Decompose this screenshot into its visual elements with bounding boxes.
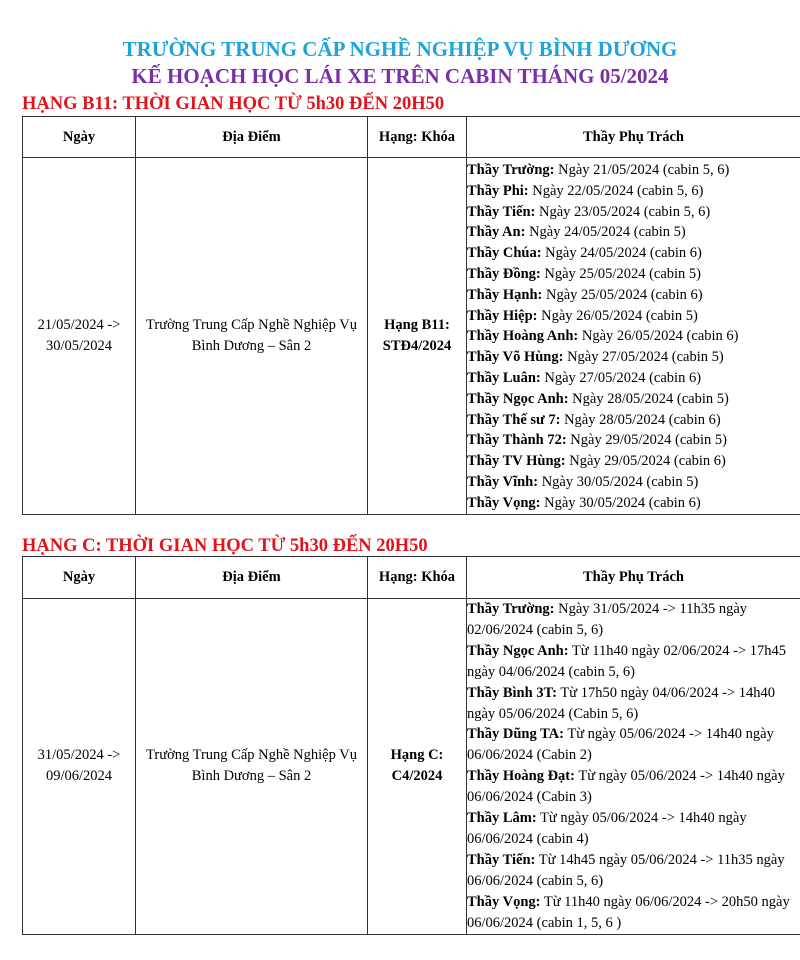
place-cell: Trường Trung Cấp Nghề Nghiệp Vụ Bình Dương – Sân 2	[136, 599, 368, 935]
teacher-entry	[467, 850, 800, 892]
teacher-name: Thầy Thế sư 7:	[467, 411, 561, 428]
teacher-schedule: Từ 11h40 ngày 06/06/2024 -> 20h50 ngày 06/06/2024 (cabin 1, 5, 6 )	[467, 893, 790, 931]
header-place: Địa Điểm	[136, 117, 368, 158]
teacher-schedule: Ngày 28/05/2024 (cabin 5)	[568, 390, 729, 407]
teachers-cell	[467, 599, 800, 935]
teacher-name: Thầy Hoàng Đạt:	[467, 768, 575, 785]
course-cell: Hạng C: C4/2024	[368, 599, 467, 935]
teacher-entry	[467, 326, 800, 347]
header-place: Địa Điểm	[136, 557, 368, 599]
teacher-name: Thầy Chúa:	[467, 245, 542, 262]
section-b11-title: HẠNG B11: THỜI GIAN HỌC TỪ 5h30 ĐẾN 20H50	[22, 94, 445, 114]
table-row	[23, 158, 800, 515]
teacher-name: Thầy Ngọc Anh:	[467, 390, 569, 407]
teacher-name: Thầy Vọng:	[467, 893, 541, 910]
teacher-name: Thầy Ngọc Anh:	[467, 642, 569, 659]
teacher-name: Thầy Hiệp:	[467, 307, 538, 324]
teacher-schedule: Ngày 31/05/2024 -> 11h35 ngày 02/06/2024 (cabin 5, 6)	[467, 601, 748, 638]
teacher-name: Thầy Trường:	[467, 162, 555, 178]
teacher-schedule: Từ 17h50 ngày 04/06/2024 -> 14h40 ngày 05/06/2024 (Cabin 5, 6)	[467, 684, 775, 722]
header-date: Ngày	[23, 117, 136, 158]
teacher-schedule: Ngày 29/05/2024 (cabin 6)	[565, 453, 726, 470]
teacher-entry	[467, 641, 800, 683]
teacher-entry	[467, 892, 800, 934]
teacher-schedule: Ngày 27/05/2024 (cabin 6)	[540, 369, 702, 386]
teacher-schedule: Ngày 27/05/2024 (cabin 5)	[563, 349, 724, 366]
teacher-name: Thầy Dũng TA:	[467, 726, 564, 743]
teacher-schedule: Ngày 23/05/2024 (cabin 5, 6)	[535, 203, 711, 220]
place-cell: Trường Trung Cấp Nghề Nghiệp Vụ Bình Dương – Sân 2	[136, 158, 368, 515]
teacher-schedule: Ngày 25/05/2024 (cabin 5)	[540, 265, 702, 282]
teacher-name: Thầy Thành 72:	[467, 432, 567, 449]
teacher-name: Thầy Trường:	[467, 601, 555, 617]
teacher-entry	[467, 766, 800, 808]
date-range-cell: 21/05/2024 -> 30/05/2024	[23, 158, 136, 515]
teacher-name: Thầy Bình 3T:	[467, 684, 557, 701]
teacher-name: Thầy Phi:	[467, 182, 529, 199]
table-row	[23, 599, 800, 935]
teacher-schedule: Ngày 21/05/2024 (cabin 5, 6)	[554, 162, 730, 178]
teacher-name: Thầy Luân:	[467, 369, 541, 386]
teacher-entry	[467, 347, 800, 368]
teacher-entry	[467, 306, 800, 327]
teacher-schedule: Ngày 30/05/2024 (cabin 6)	[540, 494, 701, 511]
teacher-schedule: Ngày 29/05/2024 (cabin 5)	[566, 432, 727, 449]
teacher-entry	[467, 264, 800, 285]
school-title: TRƯỜNG TRUNG CẤP NGHỀ NGHIỆP VỤ BÌNH DƯƠNG	[122, 37, 678, 61]
teacher-name: Thầy Hạnh:	[467, 286, 543, 303]
teacher-name: Thầy Võ Hùng:	[467, 349, 564, 366]
teacher-entry	[467, 724, 800, 766]
plan-title: KẾ HOẠCH HỌC LÁI XE TRÊN CABIN THÁNG 05/2024	[131, 64, 669, 88]
teacher-entry	[467, 683, 800, 725]
teacher-name: Thầy Vọng:	[467, 494, 541, 511]
header-course: Hạng: Khóa	[368, 557, 467, 599]
header-teacher: Thầy Phụ Trách	[467, 117, 800, 158]
teacher-name: Thầy Vĩnh:	[467, 473, 539, 490]
schedule-table-c	[22, 556, 800, 935]
teacher-entry	[467, 202, 800, 223]
teacher-entry	[467, 389, 800, 410]
teacher-schedule: Ngày 25/05/2024 (cabin 6)	[542, 286, 703, 303]
teacher-name: Thầy TV Hùng:	[467, 453, 566, 470]
teacher-schedule: Ngày 22/05/2024 (cabin 5, 6)	[528, 182, 704, 199]
teacher-list	[467, 599, 800, 934]
teacher-entry	[467, 181, 800, 202]
teacher-entry	[467, 430, 800, 451]
teacher-name: Thầy An:	[467, 224, 526, 241]
teacher-schedule: Ngày 30/05/2024 (cabin 5)	[538, 473, 699, 490]
teacher-entry	[467, 472, 800, 493]
table-header-row	[23, 117, 800, 158]
teacher-entry	[467, 368, 800, 389]
teacher-entry	[467, 599, 800, 641]
teacher-schedule: Ngày 24/05/2024 (cabin 5)	[525, 224, 686, 241]
teacher-entry	[467, 160, 800, 181]
teacher-schedule: Từ ngày 05/06/2024 -> 14h40 ngày 06/06/2024 (Cabin 3)	[467, 768, 785, 806]
teacher-name: Thầy Tiến:	[467, 851, 536, 868]
teacher-schedule: Từ ngày 05/06/2024 -> 14h40 ngày 06/06/2024 (cabin 4)	[467, 810, 747, 847]
teacher-entry	[467, 410, 800, 431]
teacher-entry	[467, 808, 800, 850]
header-course: Hạng: Khóa	[368, 117, 467, 158]
section-c-title: HẠNG C: THỜI GIAN HỌC TỪ 5h30 ĐẾN 20H50	[22, 536, 428, 556]
teacher-entry	[467, 451, 800, 472]
header-date: Ngày	[23, 557, 136, 599]
teacher-schedule: Từ 11h40 ngày 02/06/2024 -> 17h45 ngày 04/06/2024 (cabin 5, 6)	[467, 642, 786, 680]
teacher-schedule: Ngày 28/05/2024 (cabin 6)	[560, 411, 721, 428]
teacher-name: Thầy Hoàng Anh:	[467, 328, 579, 345]
teacher-schedule: Ngày 26/05/2024 (cabin 5)	[537, 307, 698, 324]
date-range-cell: 31/05/2024 -> 09/06/2024	[23, 599, 136, 935]
course-cell: Hạng B11: STĐ4/2024	[368, 158, 467, 515]
schedule-table-b11	[22, 116, 800, 515]
teacher-schedule: Từ ngày 05/06/2024 -> 14h40 ngày 06/06/2024 (Cabin 2)	[467, 726, 774, 764]
teacher-entry	[467, 493, 800, 514]
teachers-cell	[467, 158, 800, 515]
teacher-schedule: Ngày 24/05/2024 (cabin 6)	[541, 245, 702, 262]
teacher-schedule: Từ 14h45 ngày 05/06/2024 -> 11h35 ngày 06/06/2024 (cabin 5, 6)	[467, 851, 785, 889]
teacher-name: Thầy Tiến:	[467, 203, 536, 220]
teacher-entry	[467, 222, 800, 243]
teacher-list	[467, 160, 800, 514]
teacher-entry	[467, 243, 800, 264]
header-teacher: Thầy Phụ Trách	[467, 557, 800, 599]
teacher-name: Thầy Đồng:	[467, 265, 541, 282]
table-header-row	[23, 557, 800, 599]
teacher-schedule: Ngày 26/05/2024 (cabin 6)	[578, 328, 739, 345]
teacher-entry	[467, 285, 800, 306]
teacher-name: Thầy Lâm:	[467, 810, 537, 827]
